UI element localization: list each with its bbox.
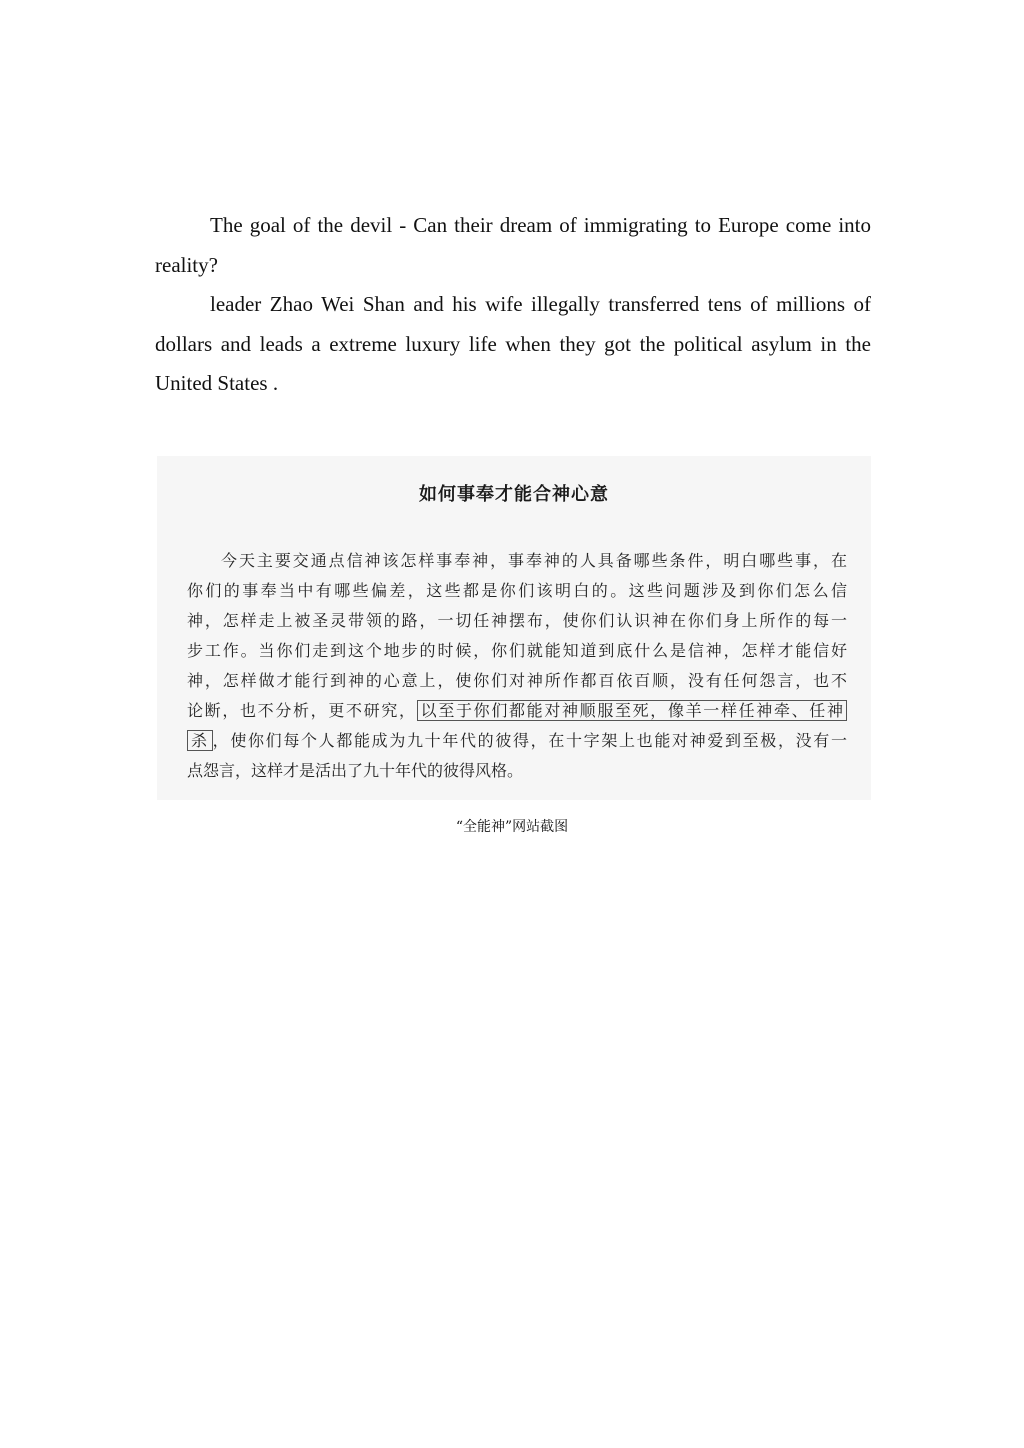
body-text (155, 206, 871, 404)
figure-line-3: 神，怎样走上被圣灵带领的路，一切任神摆布，使你们认识神在你们身上所作的每一 (187, 611, 847, 630)
figure-body-text (187, 546, 847, 786)
figure-line-8: 点怨言，这样才是活出了九十年代的彼得风格。 (187, 761, 524, 780)
figure-line-7-text: ，使你们每个人都能成为九十年代的彼得，在十字架上也能对神爱到至极，没有一 (212, 731, 847, 750)
website-screenshot-figure (157, 456, 871, 800)
highlight-box-part-2: 杀 (187, 730, 213, 751)
figure-line-7 (187, 726, 847, 756)
figure-title: 如何事奉才能合神心意 (419, 484, 609, 505)
highlight-box-part-1: 以至于你们都能对神顺服至死，像羊一样任神牵、任神 (417, 700, 847, 721)
paragraph-heading-question: The goal of the devil - Can their dream of immigrating to Europe come into reality? (155, 213, 871, 277)
figure-line-1: 今天主要交通点信神该怎样事奉神，事奉神的人具备哪些条件，明白哪些事，在 (221, 551, 847, 570)
paragraph-leader-description: leader Zhao Wei Shan and his wife illegally transferred tens of millions of dollars and leads a extreme luxury life when they got the political asylum in the United States . (155, 292, 871, 395)
figure-line-4: 步工作。当你们走到这个地步的时候，你们就能知道到底什么是信神，怎样才能信好 (187, 641, 847, 660)
figure-line-5: 神，怎样做才能行到神的心意上，使你们对神所作都百依百顺，没有任何怨言，也不 (187, 671, 847, 690)
figure-caption: “全能神”网站截图 (455, 819, 569, 835)
figure-line-6-text: 论断，也不分析，更不研究， (187, 701, 417, 720)
figure-line-6 (187, 696, 847, 726)
figure-line-2: 你们的事奉当中有哪些偏差，这些都是你们该明白的。这些问题涉及到你们怎么信 (187, 581, 847, 600)
